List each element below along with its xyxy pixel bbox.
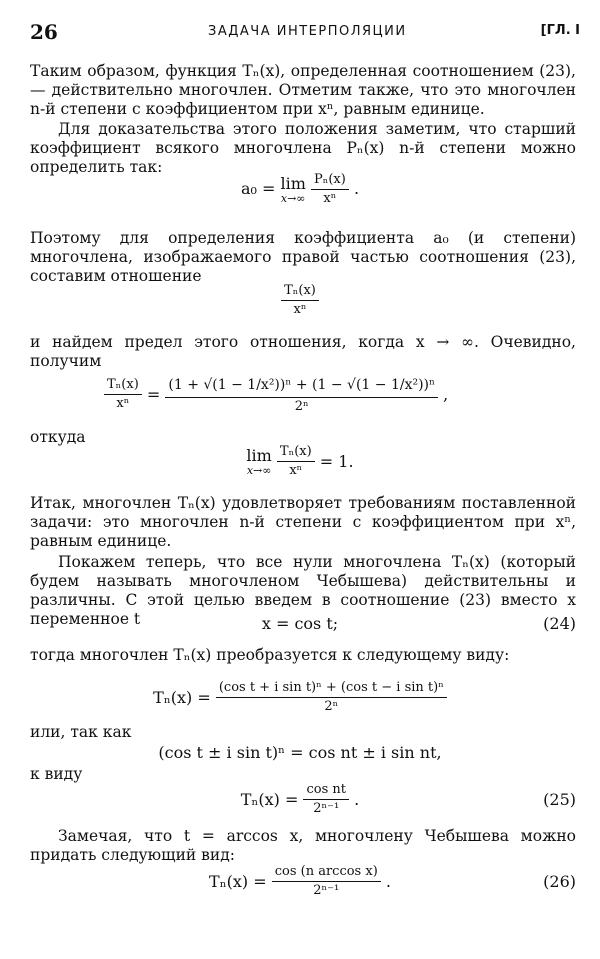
formula-leading-coefficient bbox=[0, 172, 600, 207]
f3-end: , bbox=[443, 385, 449, 404]
paragraph-1: Таким образом, функция Tₙ(x), определенная соотношением (23),— действительно многочлен. Отметим также, что это многочлен n-й степени с коэффициентом при xⁿ, равным единице. bbox=[30, 62, 576, 118]
equation-number-24: (24) bbox=[543, 614, 576, 633]
running-title: ЗАДАЧА ИНТЕРПОЛЯЦИИ bbox=[208, 24, 407, 39]
f4-rhs: = 1. bbox=[319, 452, 354, 471]
f6-numerator: (cos t + i sin t)ⁿ + (cos t − i sin t)ⁿ bbox=[216, 680, 447, 698]
f6-denominator: 2ⁿ bbox=[324, 699, 339, 714]
f1-fraction bbox=[311, 172, 349, 207]
f9-lhs: Tₙ(x) = bbox=[209, 872, 272, 891]
f9-numerator: cos (n arccos x) bbox=[272, 864, 381, 882]
f2-denominator: xⁿ bbox=[293, 302, 307, 317]
f4-denominator: xⁿ bbox=[289, 463, 303, 478]
f3-numerator: (1 + √(1 − 1/x²))ⁿ + (1 − √(1 − 1/x²))ⁿ bbox=[165, 374, 438, 398]
f8-fraction bbox=[303, 782, 349, 817]
f9-denominator: 2ⁿ⁻¹ bbox=[313, 883, 340, 898]
formula-chebyshev-cos bbox=[0, 782, 600, 817]
f1-lim-sub: x→∞ bbox=[280, 191, 306, 205]
equation-number-26: (26) bbox=[543, 872, 576, 891]
paragraph-5: откуда bbox=[30, 428, 86, 446]
f8-numerator: cos nt bbox=[303, 782, 349, 800]
formula-limit-expansion: $\frac{\text{Tₙ(x)}}{\text{xⁿ}}$ = $\frac{\text{(1 + √(1 − 1/x²))ⁿ + (1 − √(1 − 1/x²))ⁿ}}{\text{2ⁿ}}$ , bbox=[104, 374, 448, 415]
formula-substitution bbox=[0, 614, 600, 633]
f3-rhs-fraction bbox=[165, 374, 438, 415]
f4-fraction bbox=[277, 444, 315, 479]
f4-lim-word: lim bbox=[246, 445, 272, 465]
f9-end: . bbox=[385, 872, 391, 891]
f7-text: (cos t ± i sin t)ⁿ = cos nt ± i sin nt, bbox=[158, 743, 442, 762]
f3-lhs-denominator: xⁿ bbox=[116, 396, 130, 411]
paragraph-10: к виду bbox=[30, 765, 83, 783]
f2-fraction bbox=[281, 283, 319, 318]
f1-limit bbox=[280, 175, 305, 205]
chapter-marker: [ГЛ. I bbox=[540, 23, 580, 38]
formula-chebyshev-arccos bbox=[0, 864, 600, 899]
paragraph-7: Покажем теперь, что все нули многочлена Tₙ(x) (который будем называть многочленом Чебышева) действительны и различны. С этой целью введем в соотношение (23) вместо x переменное t bbox=[30, 553, 576, 628]
f3-lhs-fraction bbox=[104, 377, 142, 412]
page-number: 26 bbox=[30, 20, 58, 44]
equation-number-25: (25) bbox=[543, 790, 576, 809]
f8-end: . bbox=[354, 790, 360, 809]
formula-de-moivre bbox=[0, 743, 600, 762]
paragraph-3: Поэтому для определения коэффициента a₀ (и степени) многочлена, изображаемого правой частью соотношения (23), составим отношение bbox=[30, 229, 576, 285]
f3-denominator: 2ⁿ bbox=[294, 399, 309, 414]
paragraph-11: Замечая, что t = arccos x, многочлену Чебышева можно придать следующий вид: bbox=[30, 827, 576, 864]
paragraph-9: или, так как bbox=[30, 723, 132, 741]
f1-end: . bbox=[353, 179, 360, 198]
f9-fraction bbox=[272, 864, 381, 899]
f8-denominator: 2ⁿ⁻¹ bbox=[313, 801, 340, 816]
formula-ratio bbox=[0, 283, 600, 318]
f6-fraction bbox=[216, 680, 447, 715]
f5-text: x = cos t; bbox=[261, 614, 339, 633]
f2-numerator: Tₙ(x) bbox=[281, 283, 319, 301]
f1-numerator: Pₙ(x) bbox=[311, 172, 349, 190]
formula-euler-form bbox=[0, 680, 600, 715]
f1-denominator: xⁿ bbox=[323, 191, 337, 206]
f1-lim-word: lim bbox=[280, 173, 306, 193]
paragraph-4: и найдем предел этого отношения, когда x → ∞. Очевидно, получим bbox=[30, 333, 576, 370]
paragraph-2: Для доказательства этого положения заметим, что старший коэффициент всякого многочлена Pₙ(x) n-й степени можно определить так: bbox=[30, 120, 576, 176]
f3-lhs-numerator: Tₙ(x) bbox=[104, 377, 142, 395]
formula-limit-one bbox=[0, 444, 600, 479]
f8-lhs: Tₙ(x) = bbox=[240, 790, 304, 809]
f6-lhs: Tₙ(x) = bbox=[153, 688, 216, 707]
f4-numerator: Tₙ(x) bbox=[277, 444, 315, 462]
f4-lim-sub: x→∞ bbox=[246, 463, 272, 477]
running-header bbox=[30, 20, 580, 44]
f4-limit bbox=[246, 447, 271, 477]
paragraph-6: Итак, многочлен Tₙ(x) удовлетворяет требованиям поставленной задачи: это многочлен n-й степени с коэффициентом при xⁿ, равным единице. bbox=[30, 494, 576, 550]
paragraph-8: тогда многочлен Tₙ(x) преобразуется к следующему виду: bbox=[30, 646, 510, 664]
f1-lhs: a₀ = bbox=[240, 179, 281, 198]
